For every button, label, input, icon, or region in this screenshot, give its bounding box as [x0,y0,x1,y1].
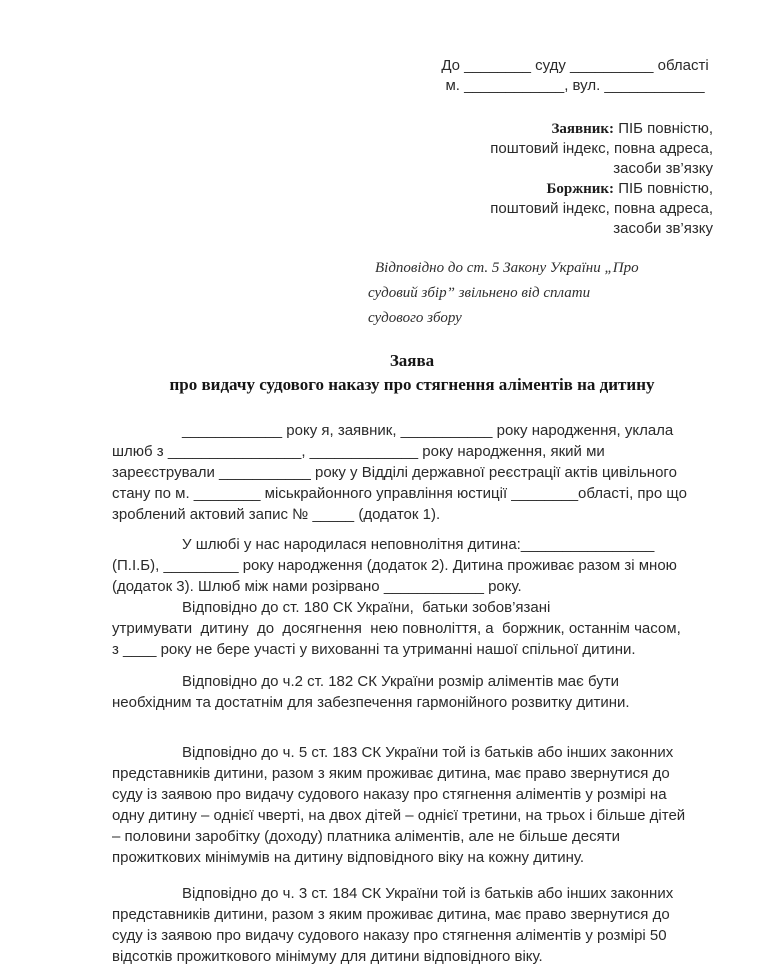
text-line: шлюб з ________________, _____________ року народження, який ми [112,443,605,460]
note-line: Відповідно до ст. 5 Закону України „Про [375,260,639,276]
text-line: суду із заявою про видачу судового наказу про стягнення аліментів у розмірі 50 [112,927,667,944]
text-line: зареєстрували ___________ року у Відділі державної реєстрації актів цивільного [112,464,677,481]
title-main: Заява [389,351,435,370]
note-line: судового збору [368,310,462,326]
court-address-block [432,56,718,96]
applicant-label: Заявник: [551,121,615,137]
title-subtitle: про видачу судового наказу про стягнення аліментів на дитину [169,375,655,394]
text-line: утримувати дитину до досягнення нею повноліття, а боржник, останнім часом, [112,620,681,637]
applicant-line [383,119,713,139]
paragraph-article-180 [112,597,762,660]
paragraph-marriage-registration [112,420,762,525]
text-line: ____________ року я, заявник, ___________ року народження, уклала [182,422,674,439]
text-line: Відповідно до ч.2 ст. 182 СК України розмір аліментів має бути [182,673,619,690]
text-line: стану по м. ________ міськрайонного управління юстиції ________області, про що [112,485,687,502]
debtor-address: поштовий індекс, повна адреса, [490,200,713,217]
text-line: представників дитини, разом з яким проживає дитина, має право звернутися до [112,906,670,923]
court-line: До ________ суду __________ області [441,57,709,74]
text-line: (П.І.Б), _________ року народження (додаток 2). Дитина проживає разом зі мною [112,557,677,574]
text-line: – половини заробітку (доходу) платника аліментів, але не більше десяти [112,828,620,845]
fee-exemption-note [368,256,668,331]
note-line: судовий збір” звільнено від сплати [368,285,591,301]
text-line: необхідним та достатнім для забезпечення гармонійного розвитку дитини. [112,694,630,711]
applicant-name-placeholder: ПІБ повністю, [618,120,713,137]
debtor-name-placeholder: ПІБ повністю, [618,180,713,197]
debtor-contacts: засоби зв’язку [613,220,713,237]
text-line: відсотків прожиткового мінімуму для дитини відповідного віку. [112,948,543,965]
paragraph-child-birth [112,534,762,597]
applicant-contacts: засоби зв’язку [613,160,713,177]
text-line: Відповідно до ст. 180 СК України, батьки зобов’язані [182,599,551,616]
text-line: одну дитину – однієї чверті, на двох дітей – однієї третини, на трьох і більше дітей [112,807,686,824]
applicant-address: поштовий індекс, повна адреса, [490,140,713,157]
debtor-line [383,179,713,199]
text-line: з ____ року не бере участі у вихованні та утриманні нашої спільної дитини. [112,641,636,658]
text-line: Відповідно до ч. 3 ст. 184 СК України той із батьків або інших законних [182,885,674,902]
document-title [112,349,712,397]
text-line: У шлюбі у нас народилася неповнолітня дитина:________________ [182,536,655,553]
parties-block [383,119,713,239]
court-line: м. ____________, вул. ____________ [445,77,705,94]
debtor-label: Боржник: [546,181,615,197]
paragraph-article-182 [112,671,762,713]
paragraph-article-183 [112,742,762,868]
text-line: суду із заявою про видачу судового наказу про стягнення аліментів у розмірі на [112,786,667,803]
document-body [112,420,762,967]
text-line: Відповідно до ч. 5 ст. 183 СК України той із батьків або інших законних [182,744,674,761]
text-line: прожиткових мінімумів на дитину відповідного віку на кожну дитину. [112,849,585,866]
text-line: зроблений актовий запис № _____ (додаток 1). [112,506,441,523]
text-line: (додаток 3). Шлюб між нами розірвано ____________ року. [112,578,522,595]
paragraph-article-184 [112,883,762,967]
text-line: представників дитини, разом з яким проживає дитина, має право звернутися до [112,765,670,782]
